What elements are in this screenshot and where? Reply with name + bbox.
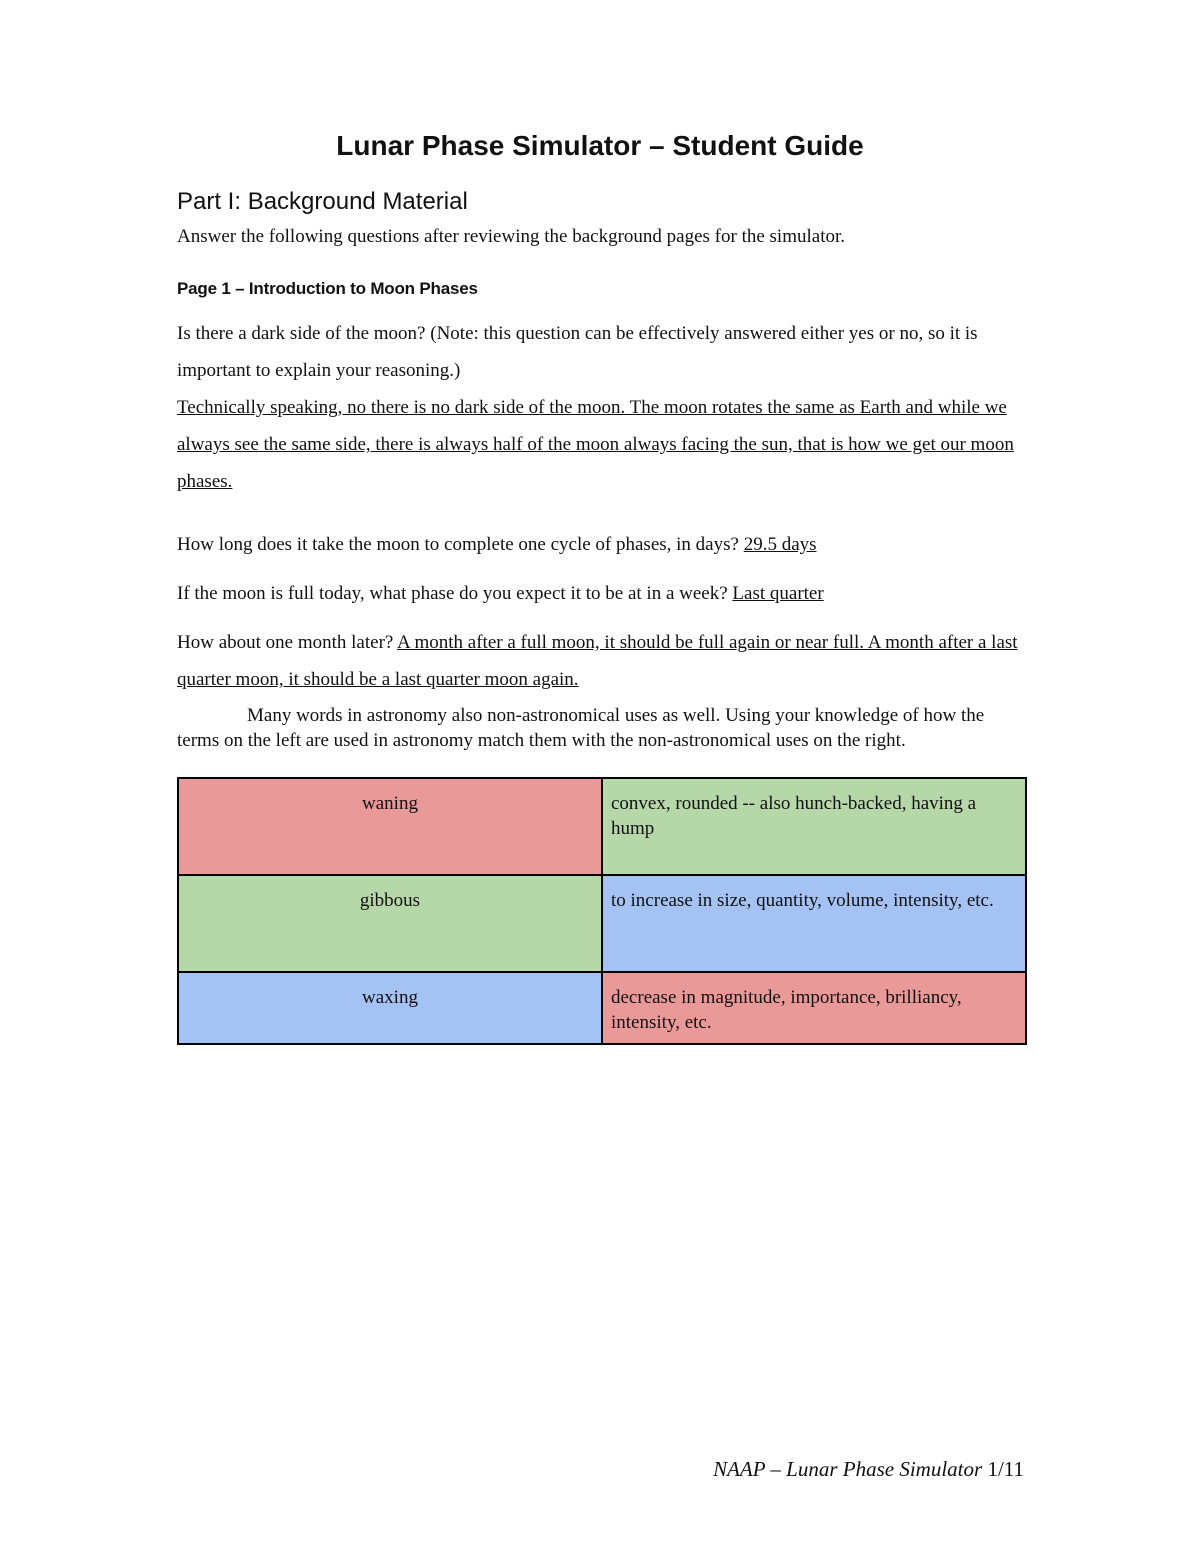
definition-cell: convex, rounded -- also hunch-backed, having a hump	[602, 778, 1026, 875]
question-week-phase	[177, 575, 1027, 612]
answer-text: A month after a full moon, it should be full again or near full. A month after a last quarter moon, it should be a last quarter moon again.	[177, 632, 1018, 690]
answer-dark-side: Technically speaking, no there is no dark side of the moon. The moon rotates the same as Earth and while we always see the same side, there is always half of the moon always facing the sun, that is how we get our moon phases.	[177, 397, 1014, 492]
question-month-later	[177, 624, 1027, 698]
answer-text: 29.5 days	[743, 534, 817, 555]
question-cycle-length	[177, 526, 1027, 563]
page-title: Lunar Phase Simulator – Student Guide	[336, 130, 864, 161]
table-row	[178, 778, 1026, 875]
term-cell: gibbous	[178, 875, 602, 972]
intro-text: Answer the following questions after reviewing the background pages for the simulator.	[177, 226, 845, 247]
definition-cell: decrease in magnitude, importance, brilliancy, intensity, etc.	[602, 972, 1026, 1044]
term-cell: waxing	[178, 972, 602, 1044]
table-row	[178, 972, 1026, 1044]
footer-label: NAAP – Lunar Phase Simulator	[713, 1457, 983, 1481]
question-dark-side: Is there a dark side of the moon? (Note: this question can be effectively answered either yes or no, so it is important to explain your reasoning.)	[177, 323, 978, 381]
matching-table	[177, 777, 1027, 1045]
question-text: How long does it take the moon to complete one cycle of phases, in days?	[177, 534, 739, 555]
section-heading: Page 1 – Introduction to Moon Phases	[177, 279, 478, 298]
matching-instructions	[177, 703, 1027, 753]
page-number: 1/11	[987, 1457, 1024, 1481]
page-footer	[713, 1455, 1024, 1483]
answer-text: Last quarter	[732, 583, 824, 604]
part-heading: Part I: Background Material	[177, 188, 468, 215]
term-cell: waning	[178, 778, 602, 875]
question-text: How about one month later?	[177, 632, 394, 653]
matching-intro-text: Many words in astronomy also non-astronomical uses as well. Using your knowledge of how the terms on the left are used in astronomy match them with the non-astronomical uses on the right.	[177, 705, 985, 751]
definition-cell: to increase in size, quantity, volume, intensity, etc.	[602, 875, 1026, 972]
question-text: If the moon is full today, what phase do you expect it to be at in a week?	[177, 583, 728, 604]
table-row	[178, 875, 1026, 972]
